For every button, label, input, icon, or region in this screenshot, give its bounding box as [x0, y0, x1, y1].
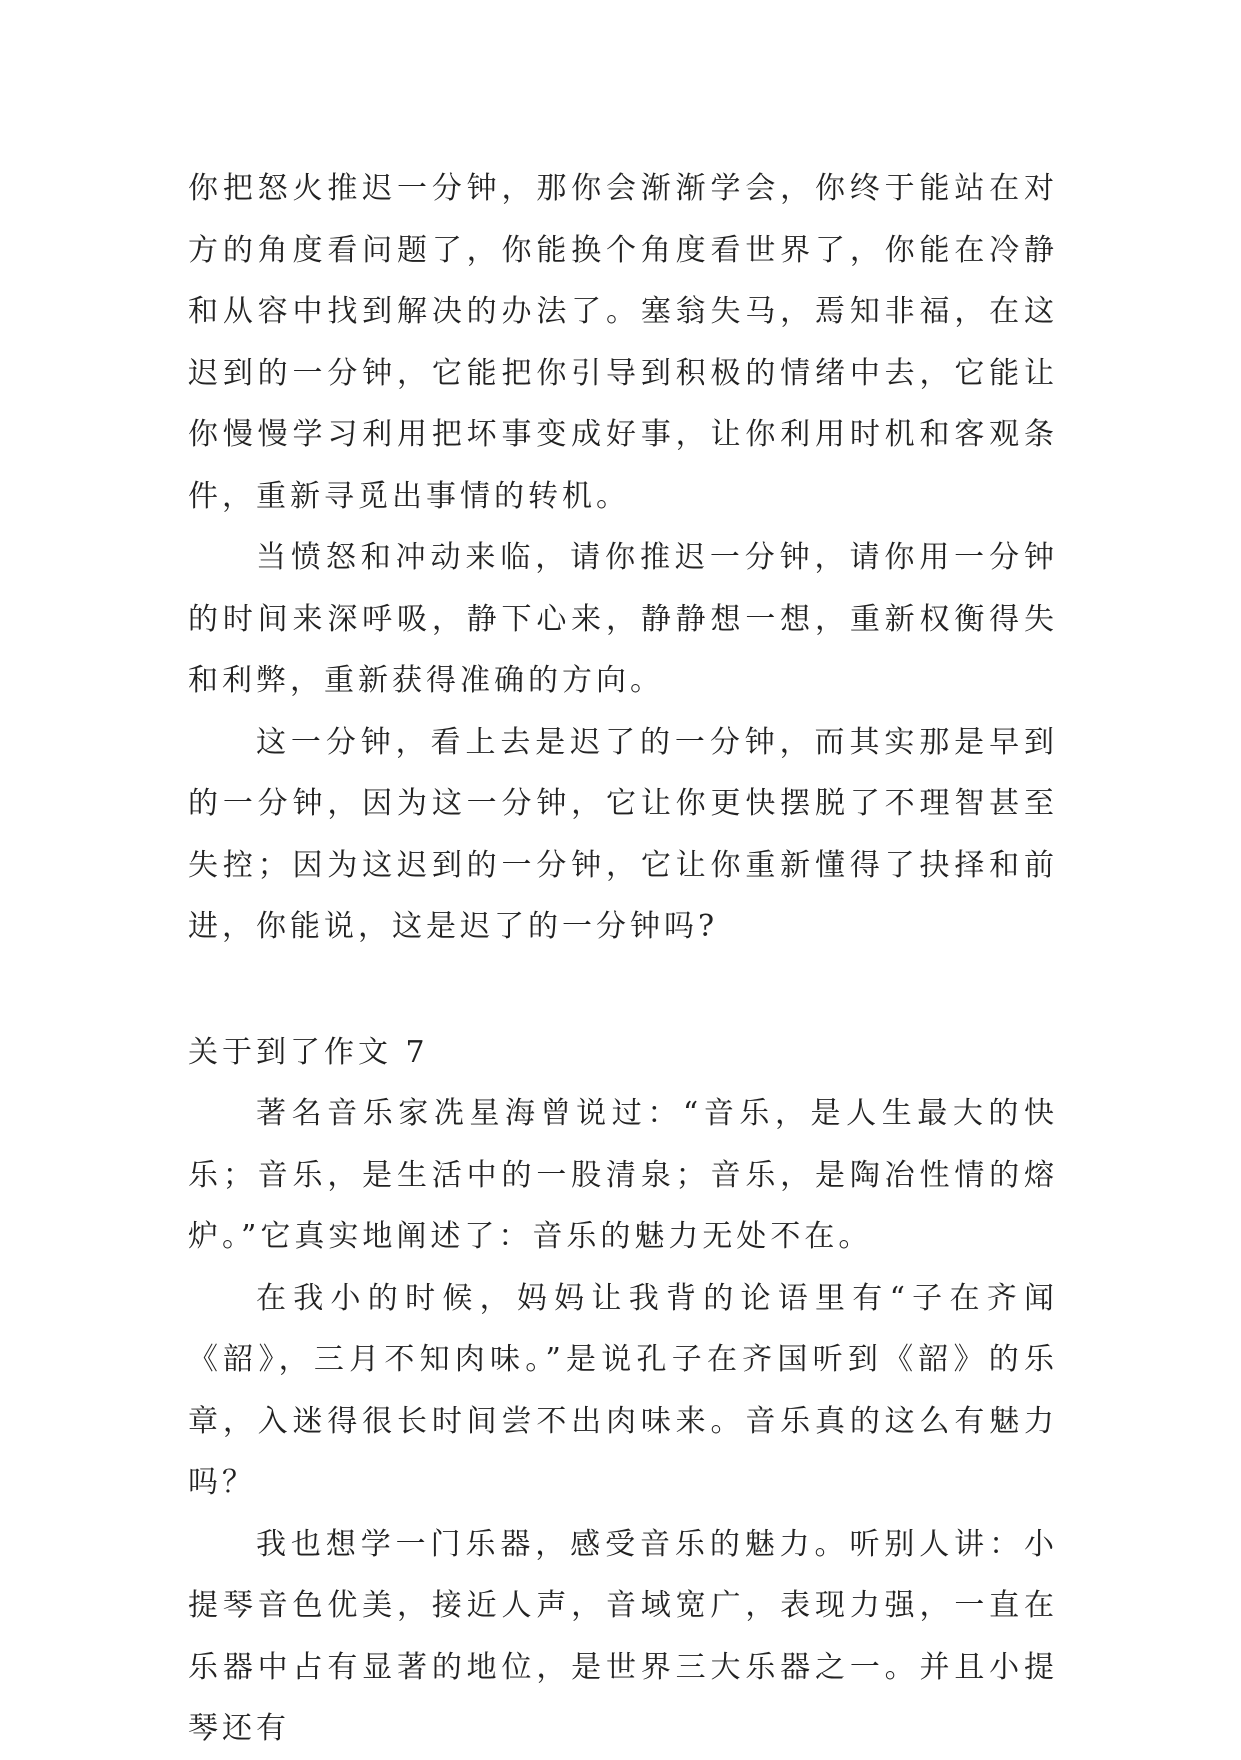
paragraph-2: 当愤怒和冲动来临，请你推迟一分钟，请你用一分钟的时间来深呼吸，静下心来，静静想一想，重新权衡得失和利弊，重新获得准确的方向。: [188, 540, 1058, 698]
document-body: [188, 158, 1058, 1760]
section-gap: [188, 958, 1058, 1022]
paragraph-4: 著名音乐家冼星海曾说过：“音乐，是人生最大的快乐；音乐，是生活中的一股清泉；音乐，是陶冶性情的熔炉。”它真实地阐述了：音乐的魅力无处不在。: [188, 1096, 1058, 1254]
paragraph-1: 你把怒火推迟一分钟，那你会渐渐学会，你终于能站在对方的角度看问题了，你能换个角度看世界了，你能在冷静和从容中找到解决的办法了。塞翁失马，焉知非福，在这迟到的一分钟，它能把你引导到积极的情绪中去，它能让你慢慢学习利用把坏事变成好事，让你利用时机和客观条件，重新寻觅出事情的转机。: [188, 171, 1058, 514]
section-heading: 关于到了作文 7: [188, 1034, 429, 1070]
paragraph-3: 这一分钟，看上去是迟了的一分钟，而其实那是早到的一分钟，因为这一分钟，它让你更快摆脱了不理智甚至失控；因为这迟到的一分钟，它让你重新懂得了抉择和前进，你能说，这是迟了的一分钟吗?: [188, 724, 1058, 944]
paragraph-5: 在我小的时候，妈妈让我背的论语里有“子在齐闻《韶》，三月不知肉味。”是说孔子在齐国听到《韶》的乐章，入迷得很长时间尝不出肉味来。音乐真的这么有魅力吗？: [188, 1280, 1058, 1500]
paragraph-6: 我也想学一门乐器，感受音乐的魅力。听别人讲：小提琴音色优美，接近人声，音域宽广，表现力强，一直在乐器中占有显著的地位，是世界三大乐器之一。并且小提琴还有: [188, 1526, 1058, 1746]
